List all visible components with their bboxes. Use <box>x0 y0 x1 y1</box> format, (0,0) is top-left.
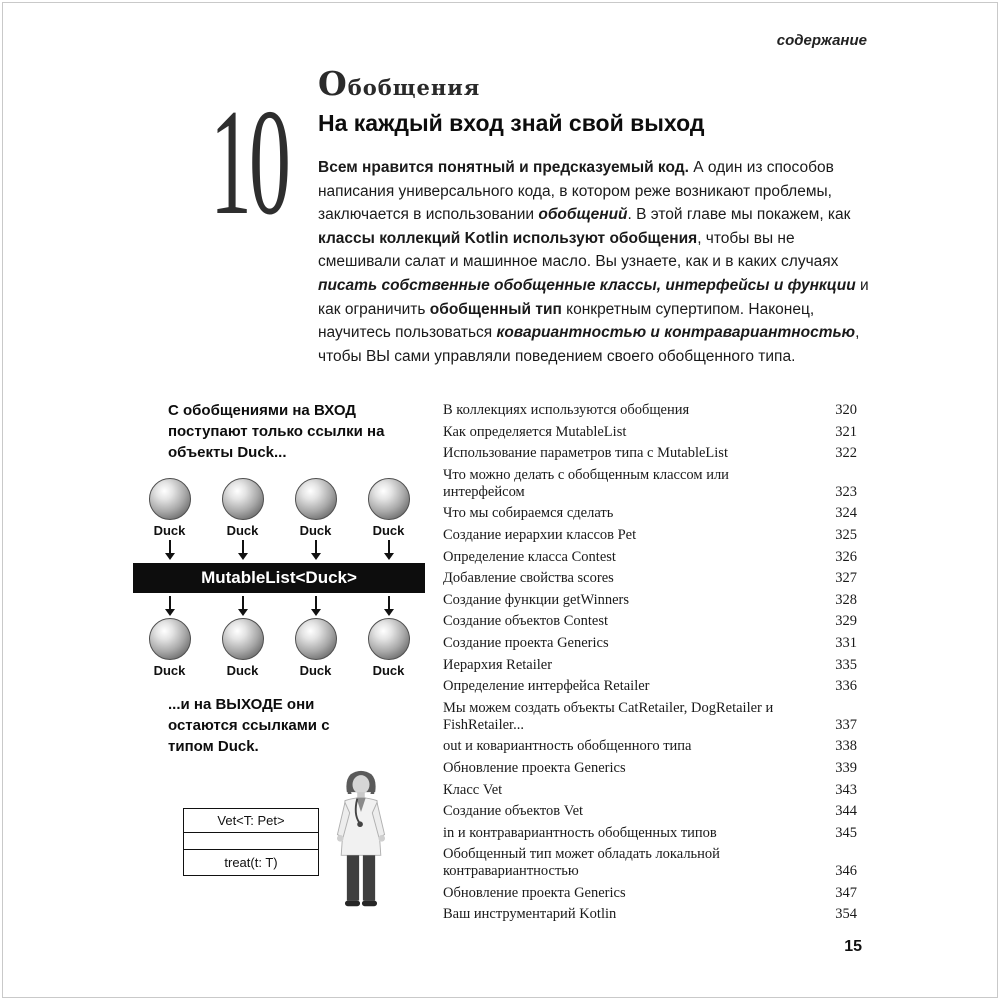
duck-sphere <box>222 618 264 660</box>
intro-text-segment: , чтобы вы не смешивали салат и машинное масло. Вы узнаете, как и в каких случаях <box>318 229 839 271</box>
toc-entry-page: 323 <box>835 483 857 500</box>
duck-label: Duck <box>299 523 332 538</box>
duck-item <box>133 618 206 678</box>
mutablelist-bar: MutableList<Duck> <box>133 563 425 593</box>
chapter-topic: Обобщения <box>318 64 481 103</box>
toc-entry-label: Создание иерархии классов Pet <box>443 526 637 543</box>
diagram-caption-bottom: ...и на ВЫХОДЕ они остаются ссылками с типом Duck. <box>168 696 330 755</box>
intro-text-segment: . В этой главе мы покажем, как <box>627 206 851 224</box>
duck-row-input <box>133 478 425 538</box>
arrow-cell <box>352 596 425 609</box>
toc-entry-label: Ваш инструментарий Kotlin <box>443 906 617 923</box>
arrow-cell <box>133 596 206 609</box>
duck-label: Duck <box>226 663 259 678</box>
toc-row <box>443 678 857 695</box>
toc-entry-page: 321 <box>835 423 857 440</box>
toc-row <box>443 402 857 419</box>
toc-entry-page: 331 <box>835 634 857 651</box>
duck-item <box>206 618 279 678</box>
duck-label: Duck <box>226 523 259 538</box>
toc-entry-page: 354 <box>835 906 857 923</box>
toc-entry-label: Иерархия Retailer <box>443 656 553 673</box>
toc-entry-page: 324 <box>835 505 857 522</box>
duck-label: Duck <box>372 523 405 538</box>
toc-entry-page: 336 <box>835 678 857 695</box>
down-arrow-icon <box>169 596 171 609</box>
duck-label: Duck <box>153 523 186 538</box>
toc-entry-page: 339 <box>835 759 857 776</box>
down-arrow-icon <box>169 540 171 553</box>
class-box-method: treat(t: T) <box>224 855 278 870</box>
toc-entry-label: Как определяется MutableList <box>443 423 627 440</box>
arrow-cell <box>133 540 206 553</box>
toc-entry-label: Что мы собираемся сделать <box>443 505 614 522</box>
arrow-row-output <box>133 594 425 618</box>
duck-label: Duck <box>299 663 332 678</box>
toc-entry-page: 335 <box>835 656 857 673</box>
toc-entry-label: Создание функции getWinners <box>443 591 630 608</box>
diagram-caption-top: С обобщениями на ВХОД поступают только ссылки на объекты Duck... <box>168 402 385 461</box>
chapter-intro <box>318 156 871 368</box>
toc-row <box>443 570 857 587</box>
duck-item <box>352 618 425 678</box>
arrow-cell <box>206 596 279 609</box>
toc-entry-page: 327 <box>835 570 857 587</box>
duck-item <box>352 478 425 538</box>
class-box-attributes-empty <box>184 833 318 850</box>
arrow-row-input <box>133 538 425 562</box>
duck-item <box>279 618 352 678</box>
duck-label: Duck <box>372 663 405 678</box>
arrow-cell <box>279 596 352 609</box>
toc-row <box>443 613 857 630</box>
toc-entry-page: 325 <box>835 526 857 543</box>
duck-row-output <box>133 618 425 678</box>
toc-entry-page: 346 <box>835 863 857 880</box>
toc-row <box>443 424 857 441</box>
toc-entry-label: Обновление проекта Generics <box>443 884 626 901</box>
toc-entry-page: 347 <box>835 884 857 901</box>
toc-entry-label: Что можно делать с обобщенным классом или интерфейсом <box>443 466 729 500</box>
toc-entry-page: 329 <box>835 613 857 630</box>
intro-text-segment: ковариантностью и контравариантностью <box>496 324 856 342</box>
toc-entry-label: Использование параметров типа с MutableList <box>443 445 728 462</box>
duck-sphere <box>368 618 410 660</box>
toc-entry-label: Обобщенный тип может обладать локальной контравариантностью <box>443 846 720 880</box>
toc-entry-label: Создание проекта Generics <box>443 634 609 651</box>
down-arrow-icon <box>315 540 317 553</box>
duck-sphere <box>295 478 337 520</box>
duck-item <box>133 478 206 538</box>
toc-entry-page: 328 <box>835 591 857 608</box>
arrow-cell <box>279 540 352 553</box>
intro-text-segment: обобщенный тип <box>429 300 562 318</box>
toc-row <box>443 505 857 522</box>
toc-row <box>443 592 857 609</box>
down-arrow-icon <box>242 596 244 609</box>
toc-entry-label: Класс Vet <box>443 781 503 798</box>
toc-entry-page: 322 <box>835 445 857 462</box>
toc-row <box>443 885 857 902</box>
duck-sphere <box>295 618 337 660</box>
class-box-title: Vet<T: Pet> <box>184 809 318 833</box>
toc-entry-label: В коллекциях используются обобщения <box>443 402 690 418</box>
arrow-cell <box>352 540 425 553</box>
vet-woman-photo <box>328 768 394 925</box>
toc-row <box>443 635 857 652</box>
toc-row <box>443 760 857 777</box>
toc-entry-label: out и ковариантность обобщенного типа <box>443 738 692 755</box>
duck-flow-diagram <box>133 478 425 678</box>
intro-text-segment: обобщений <box>538 206 628 224</box>
intro-text-segment: писать собственные обобщенные классы, интерфейсы и функции <box>318 276 856 294</box>
toc-row <box>443 700 857 734</box>
toc-row <box>443 467 857 501</box>
toc-row <box>443 527 857 544</box>
toc-row <box>443 782 857 799</box>
toc-row <box>443 803 857 820</box>
toc-entry-label: Создание объектов Contest <box>443 613 609 630</box>
down-arrow-icon <box>315 596 317 609</box>
toc-entry-label: Добавление свойства scores <box>443 570 614 587</box>
down-arrow-icon <box>388 540 390 553</box>
intro-text-segment: классы коллекций Kotlin используют обобщения <box>318 229 698 247</box>
toc-entry-page: 320 <box>835 402 857 418</box>
toc-entry-label: Обновление проекта Generics <box>443 759 626 776</box>
toc-entry-label: Определение класса Contest <box>443 548 616 565</box>
intro-text-segment: , чтобы ВЫ сами управляли поведением своего обобщенного типа. <box>318 324 860 365</box>
vet-class-diagram <box>183 808 319 876</box>
page-number: 15 <box>844 938 862 955</box>
toc-entry-page: 337 <box>835 716 857 733</box>
toc-entry-label: Определение интерфейса Retailer <box>443 678 650 695</box>
toc-entry-page: 326 <box>835 548 857 565</box>
duck-sphere <box>368 478 410 520</box>
toc-row <box>443 906 857 923</box>
diagram-column <box>133 400 425 757</box>
intro-text-segment: конкретным супертипом. Наконец, научитесь пользоваться <box>318 300 815 342</box>
toc-row <box>443 738 857 755</box>
toc-row <box>443 549 857 566</box>
toc-row <box>443 657 857 674</box>
duck-item <box>279 478 352 538</box>
duck-sphere <box>149 478 191 520</box>
toc-row <box>443 445 857 462</box>
running-head: содержание <box>776 32 867 49</box>
intro-text-segment: А один из способов написания универсального кода, в котором реже возникают проблемы, заключается в использовании <box>318 159 834 224</box>
arrow-cell <box>206 540 279 553</box>
duck-sphere <box>149 618 191 660</box>
toc-entry-label: Мы можем создать объекты CatRetailer, DogRetailer и FishRetailer... <box>443 699 774 733</box>
toc-row <box>443 846 857 880</box>
chapter-title: На каждый вход знай свой выход <box>318 110 705 136</box>
toc-row <box>443 825 857 842</box>
down-arrow-icon <box>388 596 390 609</box>
toc-entry-label: Создание объектов Vet <box>443 803 584 820</box>
duck-sphere <box>222 478 264 520</box>
chapter-number: 10 <box>210 78 289 246</box>
toc-list <box>443 402 857 928</box>
duck-label: Duck <box>153 663 186 678</box>
duck-item <box>206 478 279 538</box>
intro-text-segment: Всем нравится понятный и предсказуемый код. <box>318 159 694 176</box>
down-arrow-icon <box>242 540 244 553</box>
toc-entry-page: 343 <box>835 781 857 798</box>
intro-text-segment: и как ограничить <box>318 276 869 318</box>
toc-entry-page: 338 <box>835 738 857 755</box>
toc-entry-page: 345 <box>835 824 857 841</box>
toc-entry-page: 344 <box>835 803 857 820</box>
toc-entry-label: in и контравариантность обобщенных типов <box>443 824 717 841</box>
